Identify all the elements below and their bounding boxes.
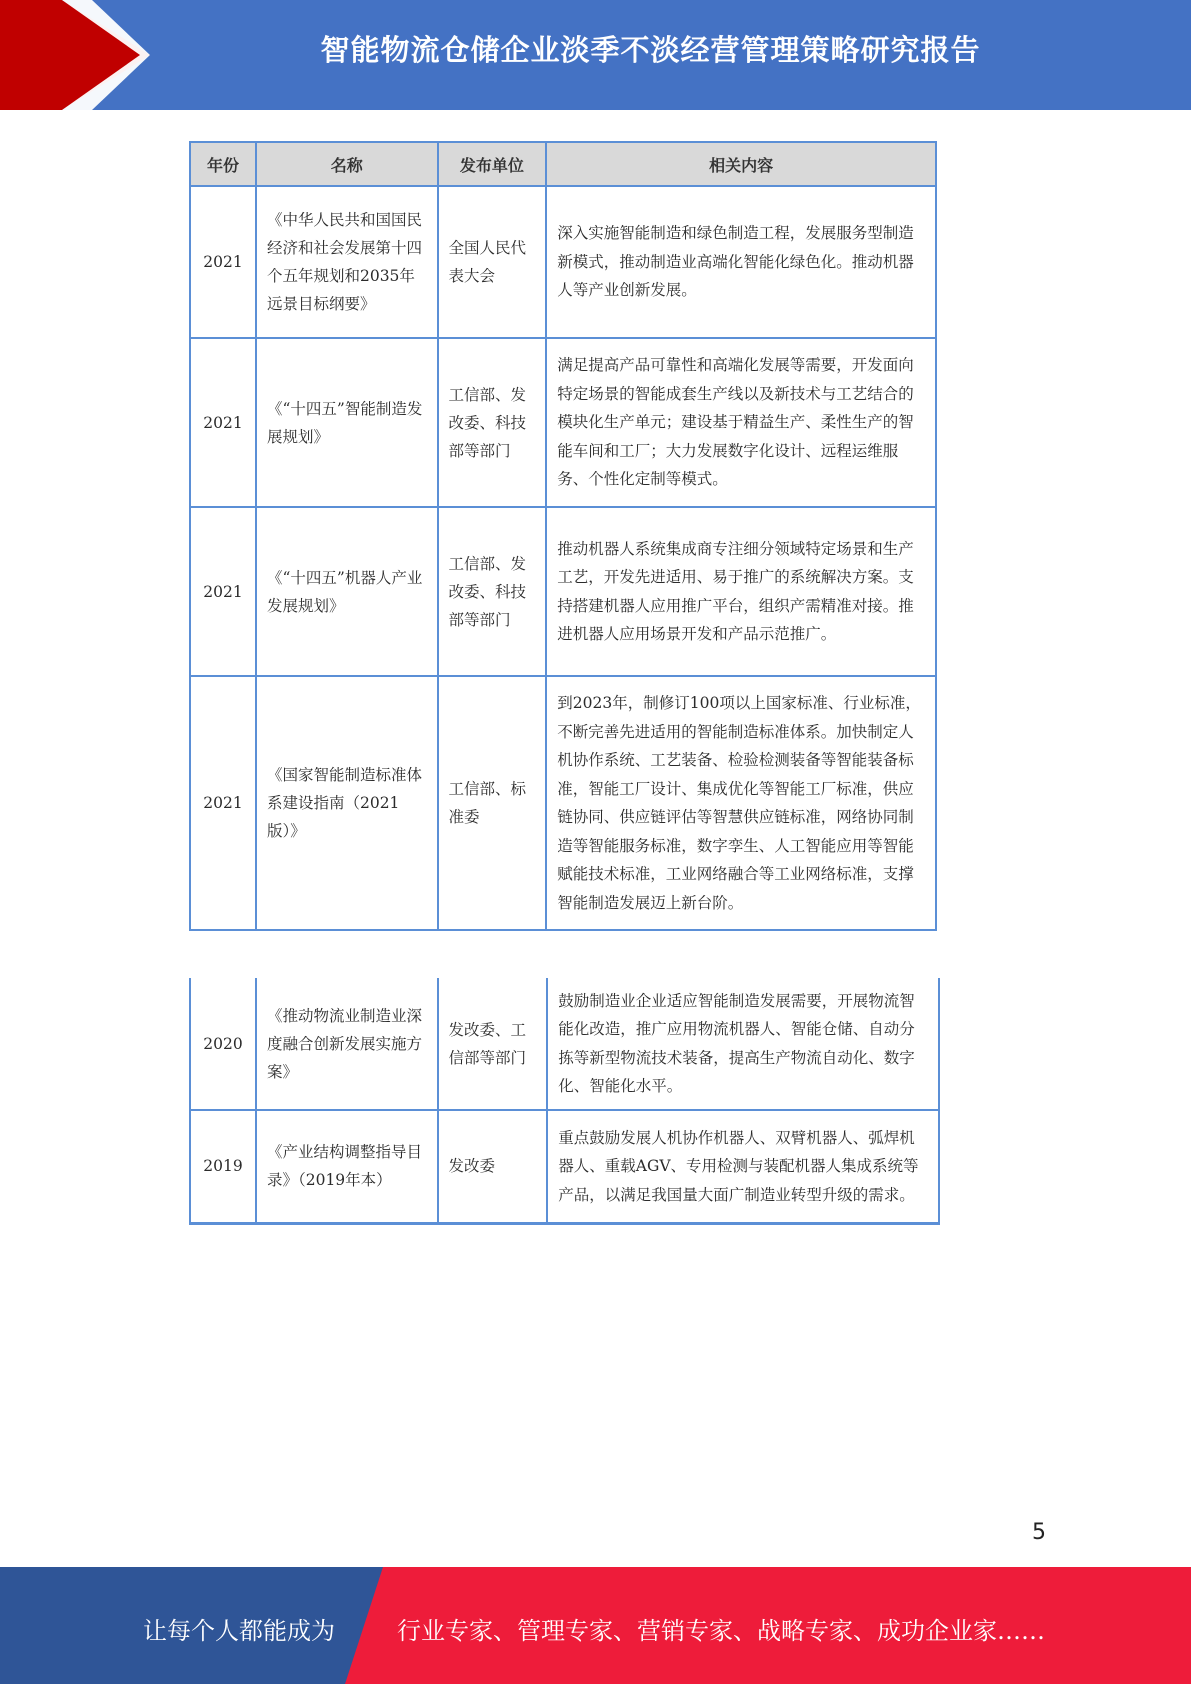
table-row xyxy=(190,507,936,676)
page-number: 5 xyxy=(1032,1520,1046,1545)
cell-unit: 工信部、发改委、科技部等部门 xyxy=(438,338,547,507)
table-row xyxy=(190,338,936,507)
cell-name: 《“十四五”智能制造发展规划》 xyxy=(256,338,438,507)
cell-year: 2021 xyxy=(190,338,256,507)
report-title: 智能物流仓储企业淡季不淡经营管理策略研究报告 xyxy=(320,33,981,67)
header-content: 相关内容 xyxy=(546,142,936,186)
page-footer xyxy=(0,1567,1191,1684)
page-header xyxy=(0,0,1191,110)
table-row xyxy=(190,186,936,338)
header-name: 名称 xyxy=(256,142,438,186)
footer-slogan-left: 让每个人都能成为 xyxy=(143,1617,335,1645)
cell-content: 到2023年，制修订100项以上国家标准、行业标准，不断完善先进适用的智能制造标准体系。加快制定人机协作系统、工艺装备、检验检测装备等智能装备标准，智能工厂设计、集成优化等智能工厂标准，供应链协同、供应链评估等智慧供应链标准，网络协同制造等智能服务标准，数字孪生、人工智能应用等智能赋能技术标准，工业网络融合等工业网络标准，支撑智能制造发展迈上新台阶。 xyxy=(546,676,936,930)
cell-content: 满足提高产品可靠性和高端化发展等需要，开发面向特定场景的智能成套生产线以及新技术与工艺结合的模块化生产单元；建设基于精益生产、柔性生产的智能车间和工厂；大力发展数字化设计、远程运维服务、个性化定制等模式。 xyxy=(546,338,936,507)
cell-content: 鼓励制造业企业适应智能制造发展需要，开展物流智能化改造，推广应用物流机器人、智能仓储、自动分拣等新型物流技术装备，提高生产物流自动化、数字化、智能化水平。 xyxy=(547,978,939,1110)
footer-slogan-right: 行业专家、管理专家、营销专家、战略专家、成功企业家…… xyxy=(397,1617,1045,1645)
policy-table xyxy=(189,141,937,931)
cell-name: 《中华人民共和国国民经济和社会发展第十四个五年规划和2035年远景目标纲要》 xyxy=(256,186,438,338)
cell-unit: 全国人民代表大会 xyxy=(438,186,547,338)
policy-table-continued xyxy=(189,978,940,1225)
cell-unit: 发改委 xyxy=(438,1110,548,1223)
table-row xyxy=(190,978,939,1110)
cell-name: 《推动物流业制造业深度融合创新发展实施方案》 xyxy=(256,978,438,1110)
cell-content: 推动机器人系统集成商专注细分领域特定场景和生产工艺，开发先进适用、易于推广的系统解决方案。支持搭建机器人应用推广平台，组织产需精准对接。推进机器人应用场景开发和产品示范推广。 xyxy=(546,507,936,676)
cell-year: 2021 xyxy=(190,186,256,338)
cell-name: 《“十四五”机器人产业发展规划》 xyxy=(256,507,438,676)
cell-name: 《产业结构调整指导目录》（2019年本） xyxy=(256,1110,438,1223)
cell-unit: 工信部、标准委 xyxy=(438,676,547,930)
cell-year: 2021 xyxy=(190,507,256,676)
cell-unit: 工信部、发改委、科技部等部门 xyxy=(438,507,547,676)
cell-year: 2021 xyxy=(190,676,256,930)
header-unit: 发布单位 xyxy=(438,142,547,186)
cell-name: 《国家智能制造标准体系建设指南（2021版）》 xyxy=(256,676,438,930)
cell-year: 2020 xyxy=(190,978,256,1110)
table-row xyxy=(190,676,936,930)
cell-year: 2019 xyxy=(190,1110,256,1223)
cell-unit: 发改委、工信部等部门 xyxy=(438,978,548,1110)
table-header-row xyxy=(190,142,936,186)
header-year: 年份 xyxy=(190,142,256,186)
cell-content: 深入实施智能制造和绿色制造工程，发展服务型制造新模式，推动制造业高端化智能化绿色化。推动机器人等产业创新发展。 xyxy=(546,186,936,338)
cell-content: 重点鼓励发展人机协作机器人、双臂机器人、弧焊机器人、重载AGV、专用检测与装配机器人集成系统等产品，以满足我国量大面广制造业转型升级的需求。 xyxy=(547,1110,939,1223)
table-row xyxy=(190,1110,939,1223)
